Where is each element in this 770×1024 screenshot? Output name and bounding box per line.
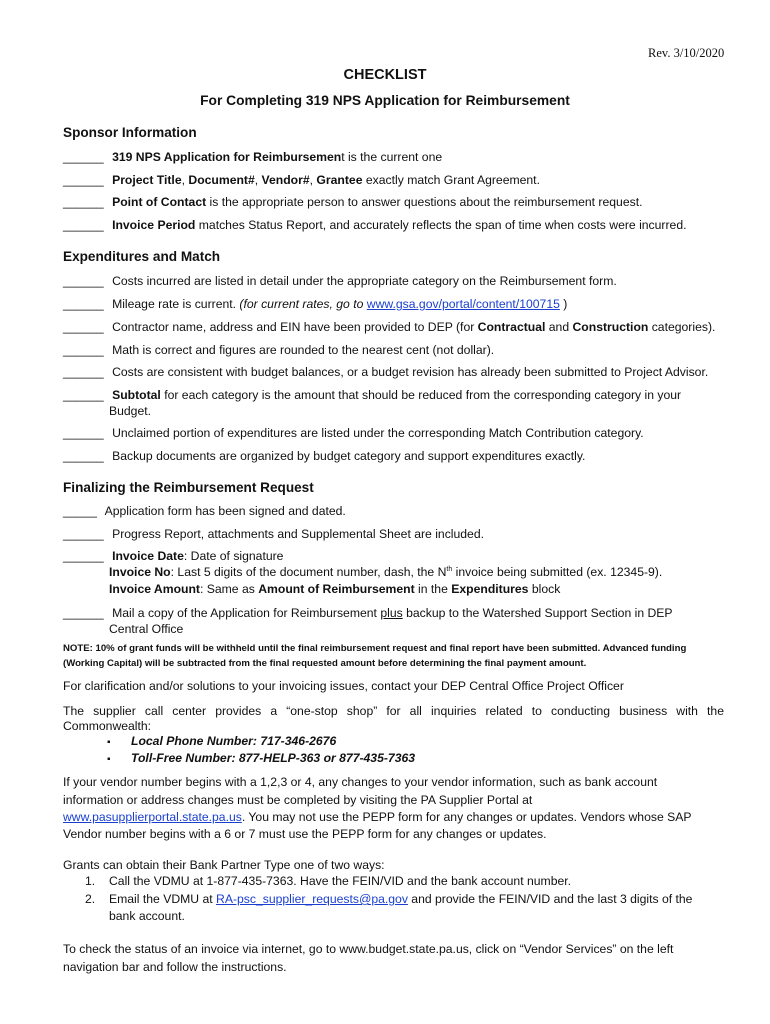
clarification-text: For clarification and/or solutions to your invoicing issues, contact your DEP Central Office Project Officer (63, 679, 624, 693)
check-blank[interactable]: ______ (63, 606, 104, 620)
section-heading-finalizing: Finalizing the Reimbursement Request (63, 480, 314, 495)
bullet-item: ▪ Local Phone Number: 717-346-2676 (107, 733, 336, 751)
vendor-text: www.pasupplierportal.state.pa.us. You may not use the PEPP form for any changes or updates. Vendors whose SAP (63, 810, 692, 824)
checklist-item: ______ Costs are consistent with budget balances, or a budget revision has already been submitted to Project Advisor. (63, 365, 709, 379)
check-blank[interactable]: ______ (63, 320, 104, 334)
check-blank[interactable]: ______ (63, 527, 104, 541)
checklist-item: ______ Contractor name, address and EIN have been provided to DEP (for Contractual and Construction categories). (63, 320, 716, 334)
bullet-icon: ▪ (107, 737, 111, 748)
check-blank[interactable]: ______ (63, 449, 104, 463)
checklist-item: ______ Progress Report, attachments and Supplemental Sheet are included. (63, 527, 485, 541)
check-blank[interactable]: ______ (63, 218, 104, 232)
checklist-item: ______ Mail a copy of the Application for Reimbursement plus backup to the Watershed Support Section in DEP (63, 606, 673, 620)
section-heading-sponsor: Sponsor Information (63, 125, 197, 140)
check-blank[interactable]: _____ (63, 504, 97, 518)
checklist-item: ______ Mileage rate is current. (for current rates, go to www.gsa.gov/portal/content/100715 ) (63, 297, 568, 311)
page-subtitle: For Completing 319 NPS Application for Reimbursement (200, 93, 570, 108)
checklist-item: _____ Application form has been signed and dated. (63, 504, 346, 518)
checklist-item: ______ 319 NPS Application for Reimbursement is the current one (63, 150, 443, 164)
checklist-item-continuation: Central Office (109, 622, 184, 636)
checklist-item: ______ Point of Contact is the appropriate person to answer questions about the reimbursement request. (63, 195, 643, 209)
status-text: To check the status of an invoice via internet, go to www.budget.state.pa.us, click on “Vendor Services” on the left (63, 942, 674, 956)
list-item: 1. Call the VDMU at 1-877-435-7363. Have the FEIN/VID and the bank account number. (85, 874, 572, 888)
checklist-item: ______ Project Title, Document#, Vendor#, Grantee exactly match Grant Agreement. (63, 173, 540, 187)
note-line: NOTE: 10% of grant funds will be withheld until the final reimbursement request and final report have been submitted. Advanced funding (63, 643, 687, 654)
bullet-icon: ▪ (107, 754, 111, 765)
check-blank[interactable]: ______ (63, 549, 104, 563)
checklist-item-continuation: Budget. (109, 404, 152, 418)
vendor-text: If your vendor number begins with a 1,2,3 or 4, any changes to your vendor information, such as bank account (63, 775, 658, 789)
call-center-text: The supplier call center provides a “one-stop shop” for all inquiries related to conducting business with the (63, 704, 724, 718)
checklist-item: ______ Costs incurred are listed in detail under the appropriate category on the Reimbursement form. (63, 274, 617, 288)
check-blank[interactable]: ______ (63, 274, 104, 288)
check-blank[interactable]: ______ (63, 297, 104, 311)
checklist-item: ______ Invoice Date: Date of signature (63, 549, 284, 563)
checklist-item: ______ Math is correct and figures are rounded to the nearest cent (not dollar). (63, 343, 495, 357)
supplier-portal-link[interactable]: www.pasupplierportal.state.pa.us (63, 810, 242, 824)
checklist-item-continuation: Invoice Amount: Same as Amount of Reimbursement in the Expenditures block (109, 582, 561, 596)
check-blank[interactable]: ______ (63, 195, 104, 209)
bullet-item: ▪ Toll-Free Number: 877-HELP-363 or 877-435-7363 (107, 750, 415, 768)
section-heading-expenditures: Expenditures and Match (63, 249, 221, 264)
check-blank[interactable]: ______ (63, 150, 104, 164)
list-item: 2. Email the VDMU at RA-psc_supplier_requests@pa.gov and provide the FEIN/VID and the last 3 digits of the (85, 892, 693, 906)
status-text: navigation bar and follow the instructions. (63, 960, 287, 974)
check-blank[interactable]: ______ (63, 388, 104, 402)
page-title: CHECKLIST (343, 67, 427, 83)
note-line: (Working Capital) will be subtracted from the final requested amount before determining the final payment amount. (63, 658, 587, 669)
check-blank[interactable]: ______ (63, 343, 104, 357)
checklist-item: ______ Subtotal for each category is the amount that should be reduced from the corresponding category in your (63, 388, 682, 402)
checklist-item: ______ Backup documents are organized by budget category and support expenditures exactly. (63, 449, 586, 463)
checklist-item: ______ Invoice Period matches Status Report, and accurately reflects the span of time when costs were incurred. (63, 218, 687, 232)
vendor-text: Vendor number begins with a 6 or 7 must use the PEPP form for any changes or updates. (63, 827, 547, 841)
list-item-continuation: bank account. (109, 909, 185, 923)
check-blank[interactable]: ______ (63, 426, 104, 440)
checklist-item: ______ Unclaimed portion of expenditures are listed under the corresponding Match Contribution category. (63, 426, 644, 440)
call-center-text: Commonwealth: (63, 719, 152, 733)
revision-date: Rev. 3/10/2020 (648, 46, 725, 60)
gsa-link[interactable]: www.gsa.gov/portal/content/100715 (366, 297, 560, 311)
email-link[interactable]: RA-psc_supplier_requests@pa.gov (216, 892, 408, 906)
check-blank[interactable]: ______ (63, 173, 104, 187)
checklist-item-continuation: Invoice No: Last 5 digits of the document number, dash, the $N^{th}$ invoice being submitted (ex. 12345-9). (109, 565, 663, 579)
grants-text: Grants can obtain their Bank Partner Type one of two ways: (63, 858, 385, 872)
check-blank[interactable]: ______ (63, 365, 104, 379)
vendor-text: information or address changes must be completed by visiting the PA Supplier Portal at (63, 793, 533, 807)
